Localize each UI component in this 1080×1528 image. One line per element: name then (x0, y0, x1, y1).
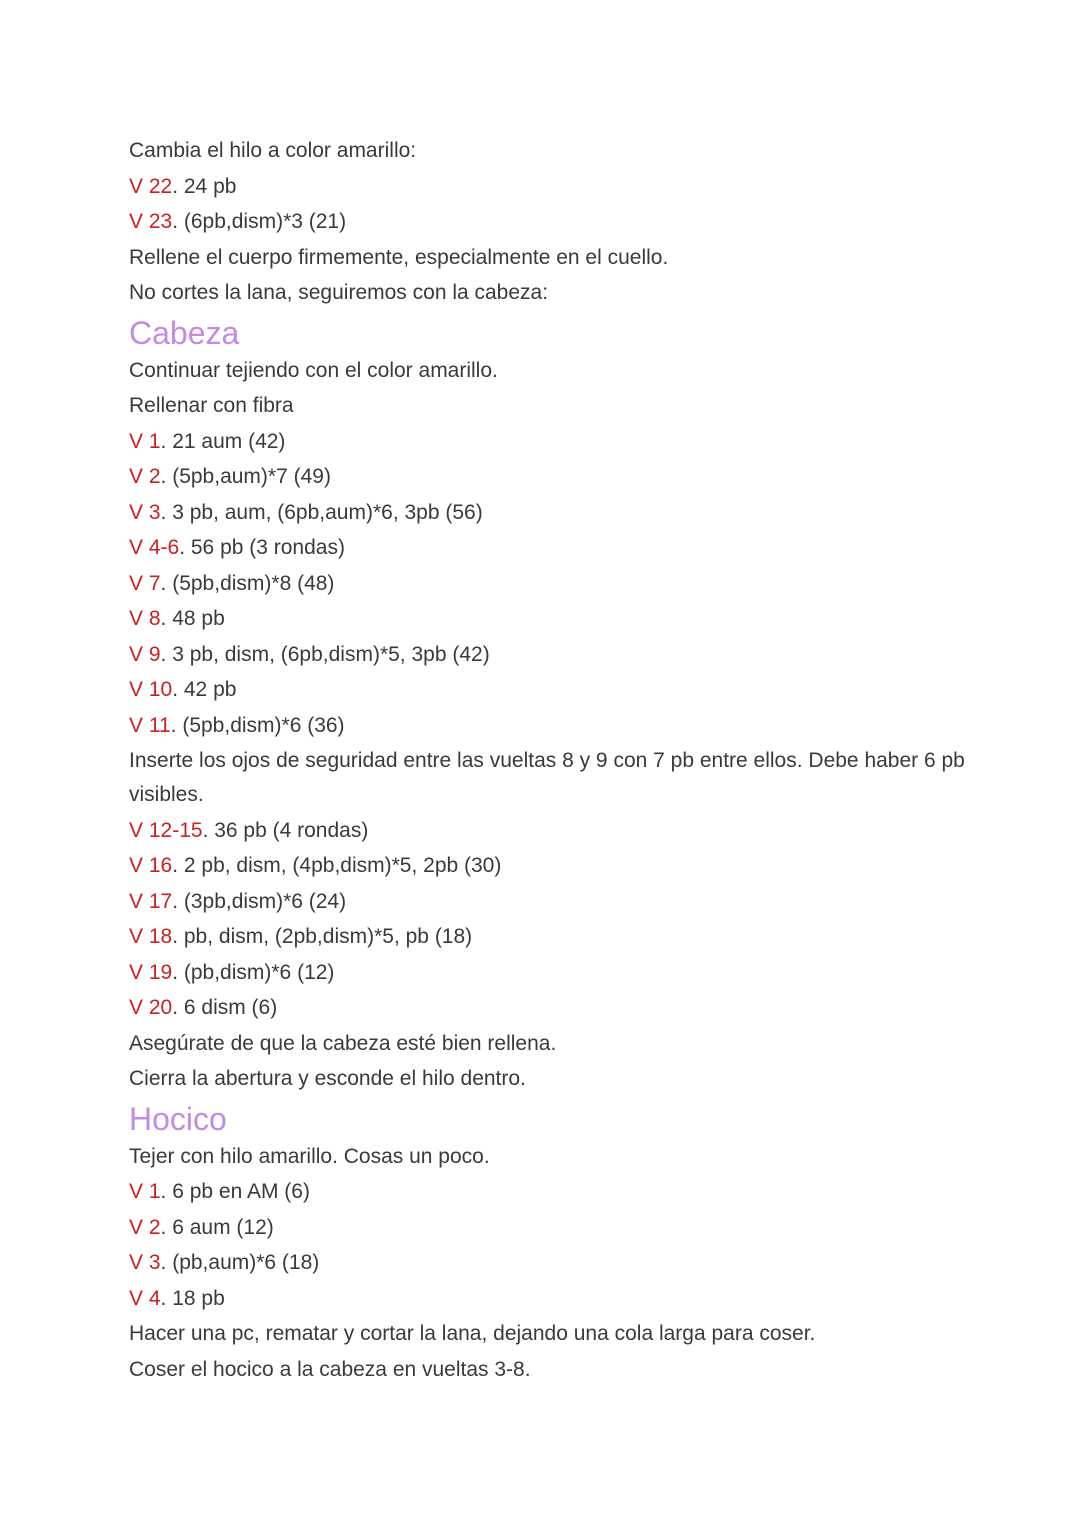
instruction-text (129, 744, 1009, 812)
instruction-body: . 24 pb (172, 174, 237, 198)
round-label: V 3 (129, 500, 161, 524)
round-label: V 11 (129, 713, 171, 737)
round-instruction (129, 425, 1009, 459)
instruction-body: Rellene el cuerpo firmemente, especialmente en el cuello. (129, 245, 669, 269)
instruction-body: . 3 pb, aum, (6pb,aum)*6, 3pb (56) (160, 500, 483, 524)
instruction-body: . pb, dism, (2pb,dism)*5, pb (18) (172, 925, 473, 948)
round-instruction (129, 170, 1009, 204)
instruction-text (129, 134, 1009, 168)
round-label: V 2 (129, 465, 161, 488)
round-label: V 22 (129, 174, 173, 198)
instruction-body: Rellenar con fibra (129, 394, 294, 417)
round-instruction (129, 567, 1009, 601)
round-instruction (129, 496, 1009, 530)
instruction-text (129, 241, 1009, 275)
instruction-text (129, 354, 1009, 388)
instruction-body: Hacer una pc, rematar y cortar la lana, dejando una cola larga para coser. (129, 1322, 816, 1345)
document-page (129, 134, 1009, 1388)
instruction-body: No cortes la lana, seguiremos con la cabeza: (129, 281, 549, 304)
round-instruction (129, 920, 1009, 954)
instruction-body: . 36 pb (4 rondas) (202, 818, 369, 842)
round-label: V 4-6 (129, 536, 180, 559)
round-label: V 16 (129, 854, 173, 877)
instruction-body: . 18 pb (160, 1286, 225, 1310)
instruction-body: Continuar tejiendo con el color amarillo. (129, 358, 498, 382)
round-instruction (129, 991, 1009, 1025)
pattern-section (129, 1098, 1009, 1387)
instruction-body: . 6 pb en AM (6) (160, 1180, 310, 1203)
round-instruction (129, 602, 1009, 636)
instruction-text (129, 389, 1009, 423)
section-heading: Cabeza (129, 314, 240, 351)
pattern-section (129, 134, 1009, 310)
round-label: V 4 (129, 1286, 161, 1310)
instruction-body: . 6 aum (12) (160, 1215, 274, 1239)
instruction-body: . 3 pb, dism, (6pb,dism)*5, 3pb (42) (160, 642, 490, 666)
round-instruction (129, 673, 1009, 707)
instruction-body: Inserte los ojos de seguridad entre las vueltas 8 y 9 con 7 pb entre ellos. Debe haber 6 pb visibles. (129, 749, 965, 806)
instruction-body: . (5pb,dism)*6 (36) (170, 713, 345, 737)
instruction-body: . 21 aum (42) (160, 429, 286, 453)
instruction-body: . (5pb,dism)*8 (48) (160, 571, 335, 595)
instruction-body: Cambia el hilo a color amarillo: (129, 139, 417, 162)
instruction-body: . 6 dism (6) (172, 996, 278, 1019)
round-label: V 19 (129, 960, 173, 984)
instruction-body: . 56 pb (3 rondas) (179, 536, 345, 559)
instruction-body: . (6pb,dism)*3 (21) (172, 210, 347, 233)
round-label: V 8 (129, 607, 161, 630)
instruction-body: . 2 pb, dism, (4pb,dism)*5, 2pb (30) (172, 854, 502, 877)
round-instruction (129, 814, 1009, 848)
round-instruction (129, 956, 1009, 990)
instruction-text (129, 1353, 1009, 1387)
round-instruction (129, 1246, 1009, 1280)
round-instruction (129, 1282, 1009, 1316)
instruction-body: . (pb,dism)*6 (12) (172, 960, 335, 984)
round-label: V 18 (129, 925, 173, 948)
round-instruction (129, 1211, 1009, 1245)
round-label: V 12-15 (129, 818, 203, 842)
round-instruction (129, 849, 1009, 883)
instruction-text (129, 276, 1009, 310)
round-label: V 7 (129, 571, 161, 595)
section-heading: Hocico (129, 1100, 227, 1137)
instruction-text (129, 1140, 1009, 1174)
round-label: V 1 (129, 1180, 161, 1203)
instruction-body: . (5pb,aum)*7 (49) (160, 465, 331, 488)
instruction-body: . 48 pb (160, 607, 225, 630)
instruction-body: . 42 pb (172, 678, 237, 701)
round-label: V 1 (129, 429, 161, 453)
round-instruction (129, 709, 1009, 743)
round-label: V 10 (129, 678, 173, 701)
round-label: V 20 (129, 996, 173, 1019)
instruction-body: . (pb,aum)*6 (18) (160, 1251, 320, 1274)
instruction-text (129, 1062, 1009, 1096)
round-instruction (129, 885, 1009, 919)
round-label: V 17 (129, 889, 173, 913)
instruction-body: Tejer con hilo amarillo. Cosas un poco. (129, 1144, 490, 1168)
instruction-body: Asegúrate de que la cabeza esté bien rellena. (129, 1031, 557, 1055)
round-instruction (129, 205, 1009, 239)
round-instruction (129, 460, 1009, 494)
round-instruction (129, 1175, 1009, 1209)
instruction-body: . (3pb,dism)*6 (24) (172, 889, 347, 913)
instruction-body: Coser el hocico a la cabeza en vueltas 3-8. (129, 1357, 531, 1381)
round-instruction (129, 531, 1009, 565)
round-instruction (129, 638, 1009, 672)
round-label: V 3 (129, 1251, 161, 1274)
round-label: V 23 (129, 210, 173, 233)
round-label: V 9 (129, 642, 161, 666)
round-label: V 2 (129, 1215, 161, 1239)
instruction-body: Cierra la abertura y esconde el hilo dentro. (129, 1067, 526, 1090)
instruction-text (129, 1027, 1009, 1061)
pattern-section (129, 312, 1009, 1097)
instruction-text (129, 1317, 1009, 1351)
